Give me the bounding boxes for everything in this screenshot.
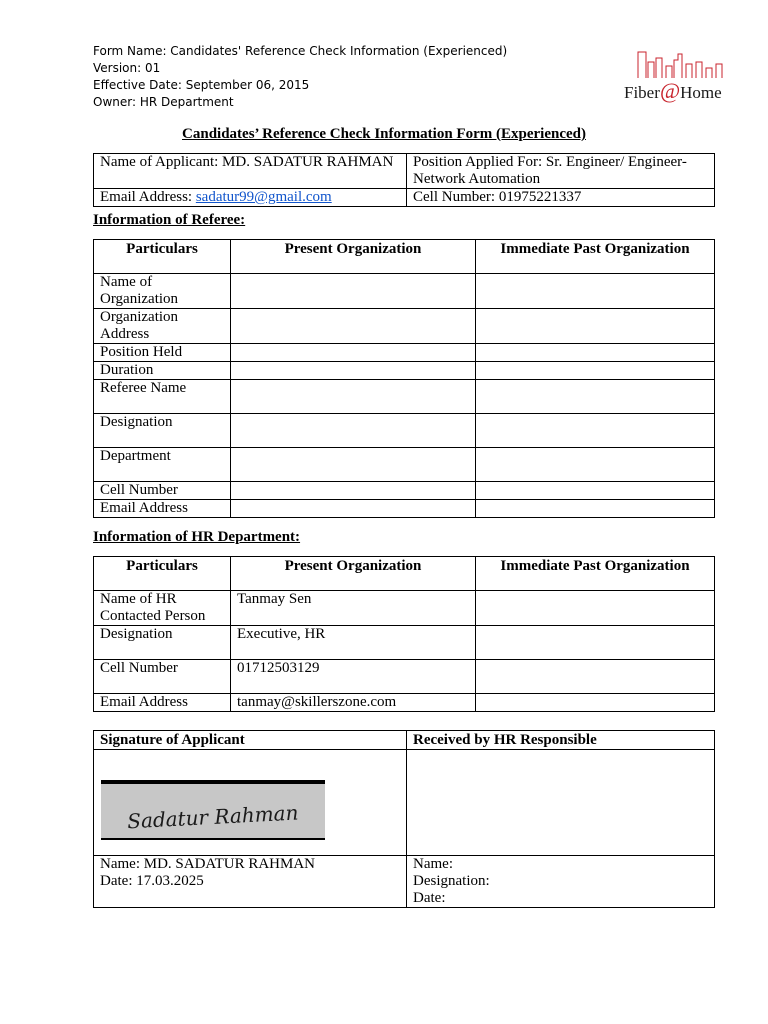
row-label: Name of HR Contacted Person bbox=[94, 591, 231, 626]
past-cell[interactable] bbox=[476, 414, 715, 448]
referee-table bbox=[93, 239, 715, 518]
applicant-cell: Cell Number: 01975221337 bbox=[407, 189, 715, 207]
form-title: Candidates’ Reference Check Information Form (Experienced) bbox=[182, 126, 586, 142]
present-cell[interactable]: Executive, HR bbox=[231, 626, 476, 660]
col-past-org: Immediate Past Organization bbox=[476, 557, 715, 591]
present-cell[interactable] bbox=[231, 274, 476, 309]
present-cell[interactable]: tanmay@skillerszone.com bbox=[231, 694, 476, 712]
present-cell[interactable] bbox=[231, 500, 476, 518]
past-cell[interactable] bbox=[476, 660, 715, 694]
col-present-org: Present Organization bbox=[231, 240, 476, 274]
hr-name: Name: bbox=[413, 856, 453, 872]
present-cell[interactable] bbox=[231, 362, 476, 380]
owner: Owner: HR Department bbox=[93, 95, 234, 109]
present-cell[interactable] bbox=[231, 309, 476, 344]
row-label: Designation bbox=[94, 626, 231, 660]
document-meta bbox=[93, 43, 507, 111]
row-label: Referee Name bbox=[94, 380, 231, 414]
row-label: Cell Number bbox=[94, 482, 231, 500]
referee-heading: Information of Referee: bbox=[93, 212, 246, 228]
past-cell[interactable] bbox=[476, 626, 715, 660]
hr-table bbox=[93, 556, 715, 712]
past-cell[interactable] bbox=[476, 448, 715, 482]
logo-wordmark: Fiber@Home bbox=[624, 78, 722, 103]
handwritten-signature: Sadatur Rahman bbox=[126, 800, 299, 834]
past-cell[interactable] bbox=[476, 500, 715, 518]
hr-received-header: Received by HR Responsible bbox=[407, 731, 715, 750]
row-label: Email Address bbox=[94, 500, 231, 518]
present-cell[interactable]: Tanmay Sen bbox=[231, 591, 476, 626]
effective-date: Effective Date: September 06, 2015 bbox=[93, 78, 310, 92]
present-cell[interactable] bbox=[231, 344, 476, 362]
applicant-email-link[interactable]: sadatur99@gmail.com bbox=[195, 189, 332, 205]
col-particulars: Particulars bbox=[94, 240, 231, 274]
col-present-org: Present Organization bbox=[231, 557, 476, 591]
past-cell[interactable] bbox=[476, 591, 715, 626]
applicant-name: Name of Applicant: MD. SADATUR RAHMAN bbox=[94, 154, 407, 189]
present-cell[interactable] bbox=[231, 448, 476, 482]
applicant-signature-date: Date: 17.03.2025 bbox=[100, 873, 204, 889]
past-cell[interactable] bbox=[476, 482, 715, 500]
applicant-signature-header: Signature of Applicant bbox=[94, 731, 407, 750]
form-name: Form Name: Candidates' Reference Check Information (Experienced) bbox=[93, 44, 508, 58]
hr-designation: Designation: bbox=[413, 873, 490, 889]
signature-image bbox=[101, 780, 325, 840]
row-label: Organization Address bbox=[94, 309, 231, 344]
col-past-org: Immediate Past Organization bbox=[476, 240, 715, 274]
row-label: Duration bbox=[94, 362, 231, 380]
applicant-signature-name: Name: MD. SADATUR RAHMAN bbox=[100, 856, 316, 872]
applicant-details bbox=[94, 856, 407, 908]
hr-date: Date: bbox=[413, 890, 446, 906]
past-cell[interactable] bbox=[476, 694, 715, 712]
hr-details bbox=[407, 856, 715, 908]
past-cell[interactable] bbox=[476, 344, 715, 362]
applicant-info-table bbox=[93, 153, 715, 207]
row-label: Department bbox=[94, 448, 231, 482]
row-label: Email Address bbox=[94, 694, 231, 712]
applicant-signature-cell[interactable] bbox=[94, 750, 407, 856]
version: Version: 01 bbox=[93, 61, 161, 75]
past-cell[interactable] bbox=[476, 309, 715, 344]
row-label: Position Held bbox=[94, 344, 231, 362]
row-label: Cell Number bbox=[94, 660, 231, 694]
col-particulars: Particulars bbox=[94, 557, 231, 591]
past-cell[interactable] bbox=[476, 274, 715, 309]
hr-signature-cell[interactable] bbox=[407, 750, 715, 856]
present-cell[interactable]: 01712503129 bbox=[231, 660, 476, 694]
past-cell[interactable] bbox=[476, 380, 715, 414]
applicant-email: Email Address: sadatur99@gmail.com bbox=[94, 189, 407, 207]
past-cell[interactable] bbox=[476, 362, 715, 380]
present-cell[interactable] bbox=[231, 414, 476, 448]
row-label: Designation bbox=[94, 414, 231, 448]
present-cell[interactable] bbox=[231, 380, 476, 414]
skyline-icon bbox=[636, 46, 726, 78]
present-cell[interactable] bbox=[231, 482, 476, 500]
company-logo bbox=[622, 44, 738, 106]
hr-heading: Information of HR Department: bbox=[93, 529, 301, 545]
signature-table bbox=[93, 730, 715, 908]
position-applied: Position Applied For: Sr. Engineer/ Engineer-Network Automation bbox=[407, 154, 715, 189]
row-label: Name of Organization bbox=[94, 274, 231, 309]
